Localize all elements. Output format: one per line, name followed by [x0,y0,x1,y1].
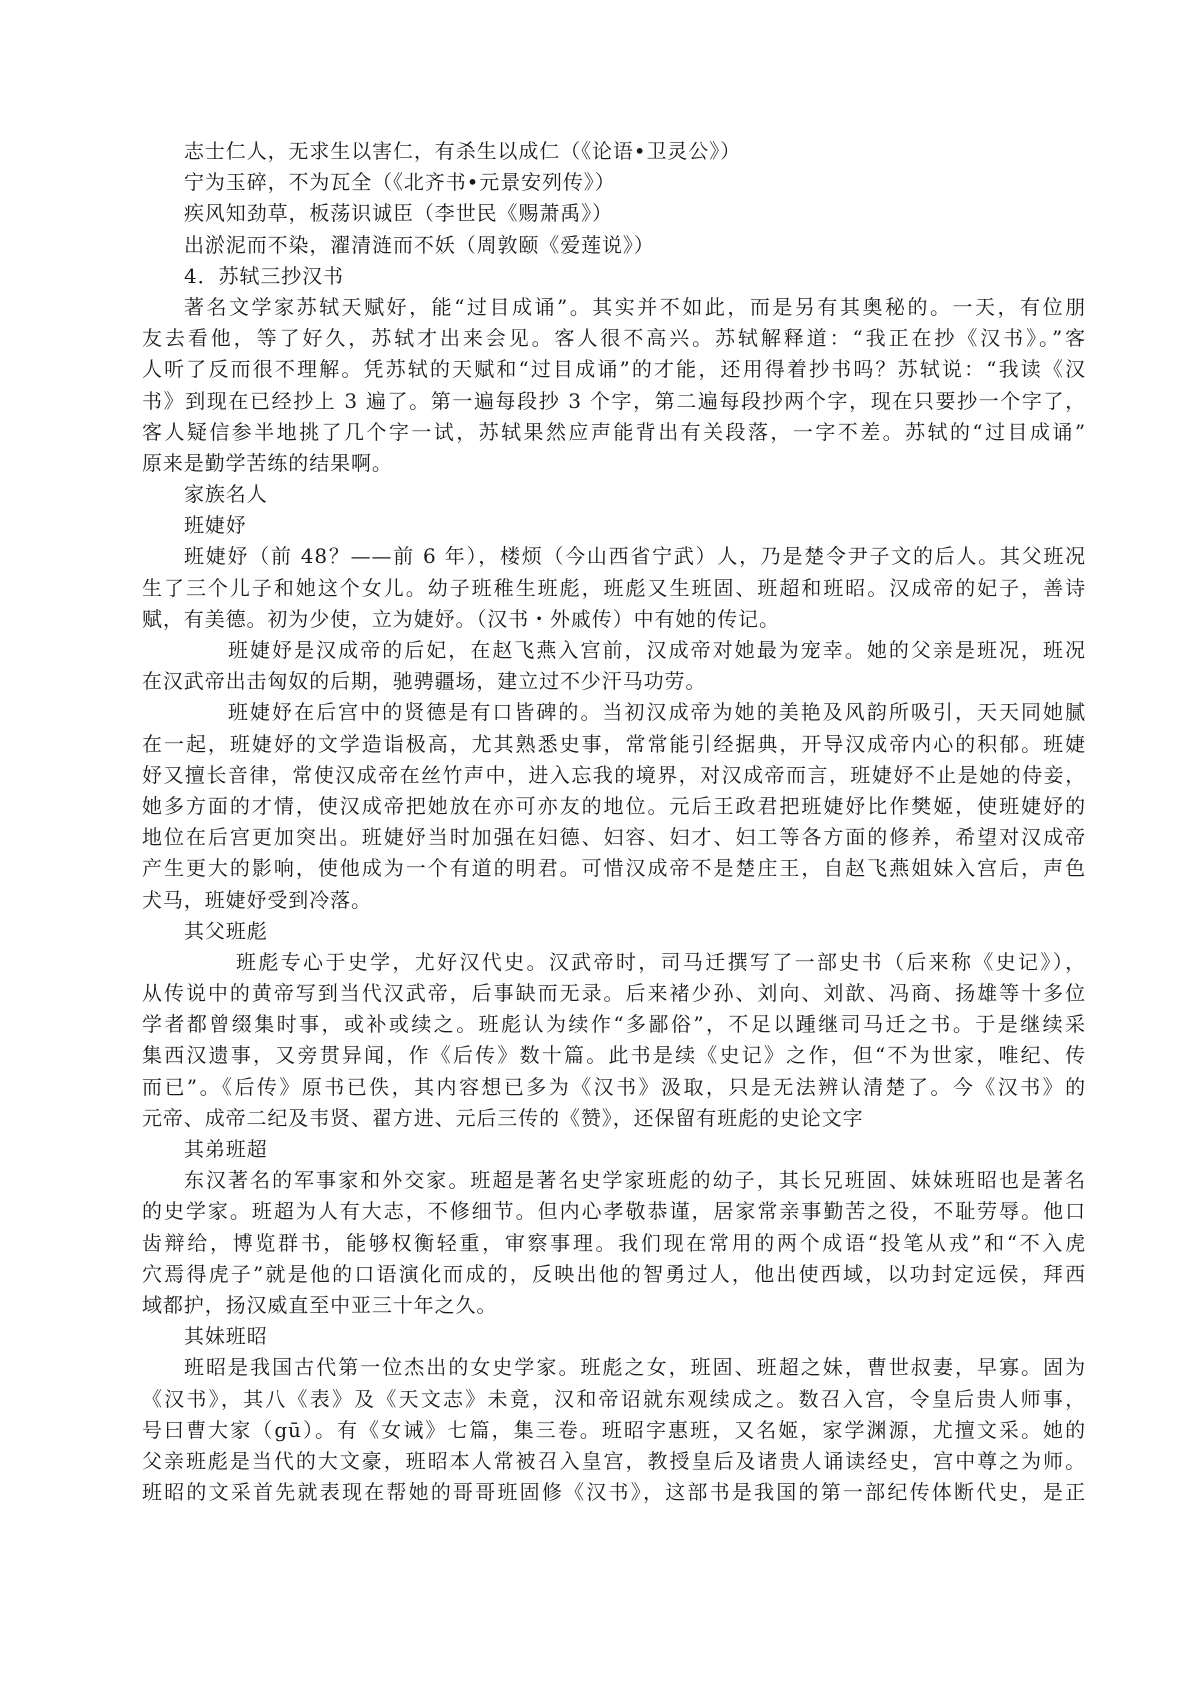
quote-line: 出淤泥而不染，濯清涟而不妖（周敦颐《爱莲说》） [184,232,655,257]
section-heading: 4．苏轼三抄汉书 [184,263,344,288]
paragraph-line: 齿辩给，博览群书，能够权衡轻重，审察事理。我们现在常用的两个成语“投笔从戎”和“不入虎 [142,1230,1086,1255]
section-heading: 家族名人 [184,482,268,507]
paragraph-line: 穴焉得虎子”就是他的口语演化而成的，反映出他的智勇过人，他出使西域，以功封定远侯，拜西 [142,1261,1086,1286]
paragraph-line: 东汉著名的军事家和外交家。班超是著名史学家班彪的幼子，其长兄班固、妹妹班昭也是著名 [184,1168,1086,1193]
paragraph-line: 域都护，扬汉威直至中亚三十年之久。 [142,1292,498,1317]
paragraph-line: 友去看他，等了好久，苏轼才出来会见。客人很不高兴。苏轼解释道：“我正在抄《汉书》。”客 [142,326,1086,351]
paragraph-line: 的史学家。班超为人有大志，不修细节。但内心孝敬恭谨，居家常亲事勤苦之役，不耻劳辱。他口 [142,1199,1086,1224]
paragraph-line: 人听了反而很不理解。凭苏轼的天赋和“过目成诵”的才能，还用得着抄书吗？苏轼说：“我读《汉 [142,357,1086,382]
paragraph-line: 她多方面的才情，使汉成帝把她放在亦可亦友的地位。元后王政君把班婕妤比作樊姬，使班婕妤的 [142,793,1086,818]
paragraph-line: 父亲班彪是当代的大文豪，班昭本人常被召入皇宫，教授皇后及诸贵人诵读经史，宫中尊之为师。 [142,1448,1086,1473]
paragraph-line: 客人疑信参半地挑了几个字一试，苏轼果然应声能背出有关段落，一字不差。苏轼的“过目成诵” [142,419,1086,444]
paragraph-line: 号曰曹大家（gū）。有《女诫》七篇，集三卷。班昭字惠班，又名姬，家学渊源，尤擅文采。她的 [142,1417,1086,1442]
paragraph-line: 班彪专心于史学，尤好汉代史。汉武帝时，司马迁撰写了一部史书（后来称《史记》）， [236,949,1086,974]
paragraph-line: 班婕妤是汉成帝的后妃，在赵飞燕入宫前，汉成帝对她最为宠幸。她的父亲是班况，班况 [228,638,1086,662]
paragraph-line: 班昭是我国古代第一位杰出的女史学家。班彪之女，班固、班超之妹，曹世叔妻，早寡。固为 [184,1355,1086,1380]
paragraph-line: 著名文学家苏轼天赋好，能“过目成诵”。其实并不如此，而是另有其奥秘的。一天，有位朋 [184,294,1086,319]
subsection-heading: 其弟班超 [184,1137,268,1161]
quote-line: 志士仁人，无求生以害仁，有杀生以成仁（《论语•卫灵公》） [184,139,741,163]
paragraph-line: 妤又擅长音律，常使汉成帝在丝竹声中，进入忘我的境界，对汉成帝而言，班婕妤不止是她的侍妾， [142,762,1086,787]
quote-line: 疾风知劲草，板荡识诚臣（李世民《赐萧禹》） [184,201,613,226]
paragraph-line: 学者都曾缀集时事，或补或续之。班彪认为续作“多鄙俗”，不足以踵继司马迁之书。于是继续采 [142,1012,1086,1037]
paragraph-line: 元帝、成帝二纪及韦贤、翟方进、元后三传的《赞》，还保留有班彪的史论文字 [142,1105,864,1130]
quotes-list [142,136,1086,261]
quote-line: 宁为玉碎，不为瓦全（《北齐书•元景安列传》） [184,170,616,195]
paragraph-line: 产生更大的影响，使他成为一个有道的明君。可惜汉成帝不是楚庄王，自赵飞燕姐妹入宫后，声色 [142,856,1086,881]
subsection-heading: 其父班彪 [184,918,268,943]
document-body [142,136,1086,1508]
paragraph-line: 班昭的文采首先就表现在帮她的哥哥班固修《汉书》，这部书是我国的第一部纪传体断代史，是正 [142,1480,1086,1505]
paragraph-line: 犬马，班婕妤受到冷落。 [142,887,372,912]
family-section [142,479,1086,1508]
paragraph-line: 地位在后宫更加突出。班婕妤当时加强在妇德、妇容、妇才、妇工等各方面的修养，希望对汉成帝 [142,825,1086,850]
paragraph-line: 从传说中的黄帝写到当代汉武帝，后事缺而无录。后来褚少孙、刘向、刘歆、冯商、扬雄等十多位 [142,981,1086,1006]
paragraph-line: 集西汉遗事，又旁贯异闻，作《后传》数十篇。此书是续《史记》之作，但“不为世家，唯纪、传 [142,1043,1086,1068]
paragraph-line: 在汉武帝出击匈奴的后期，驰骋疆场，建立过不少汗马功劳。 [142,669,707,694]
subsection-heading: 班婕妤 [184,513,247,538]
paragraph-line: 赋，有美德。初为少使，立为婕妤。（汉书・外戚传）中有她的传记。 [142,606,780,631]
paragraph-line: 班婕妤（前 48？——前 6 年），楼烦（今山西省宁武）人，乃是楚令尹子文的后人。其父班况 [184,544,1086,569]
paragraph-line: 书》到现在已经抄上 3 遍了。第一遍每段抄 3 个字，第二遍每段抄两个字，现在只要抄一个字了， [142,388,1086,413]
paragraph-line: 《汉书》，其八《表》及《天文志》未竟，汉和帝诏就东观续成之。数召入宫，令皇后贵人师事， [142,1386,1086,1411]
story-section [142,261,1086,479]
paragraph-line: 班婕妤在后宫中的贤德是有口皆碑的。当初汉成帝为她的美艳及风韵所吸引，天天同她腻 [228,700,1086,725]
paragraph-line: 在一起，班婕妤的文学造诣极高，尤其熟悉史事，常常能引经据典，开导汉成帝内心的积郁。班婕 [142,731,1086,756]
paragraph-line: 而已”。《后传》原书已佚，其内容想已多为《汉书》汲取，只是无法辨认清楚了。今《汉书》的 [142,1074,1086,1099]
subsection-heading: 其妹班昭 [184,1324,268,1349]
paragraph-line: 原来是勤学苦练的结果啊。 [142,450,393,475]
paragraph-line: 生了三个儿子和她这个女儿。幼子班稚生班彪，班彪又生班固、班超和班昭。汉成帝的妃子，善诗 [142,575,1086,600]
